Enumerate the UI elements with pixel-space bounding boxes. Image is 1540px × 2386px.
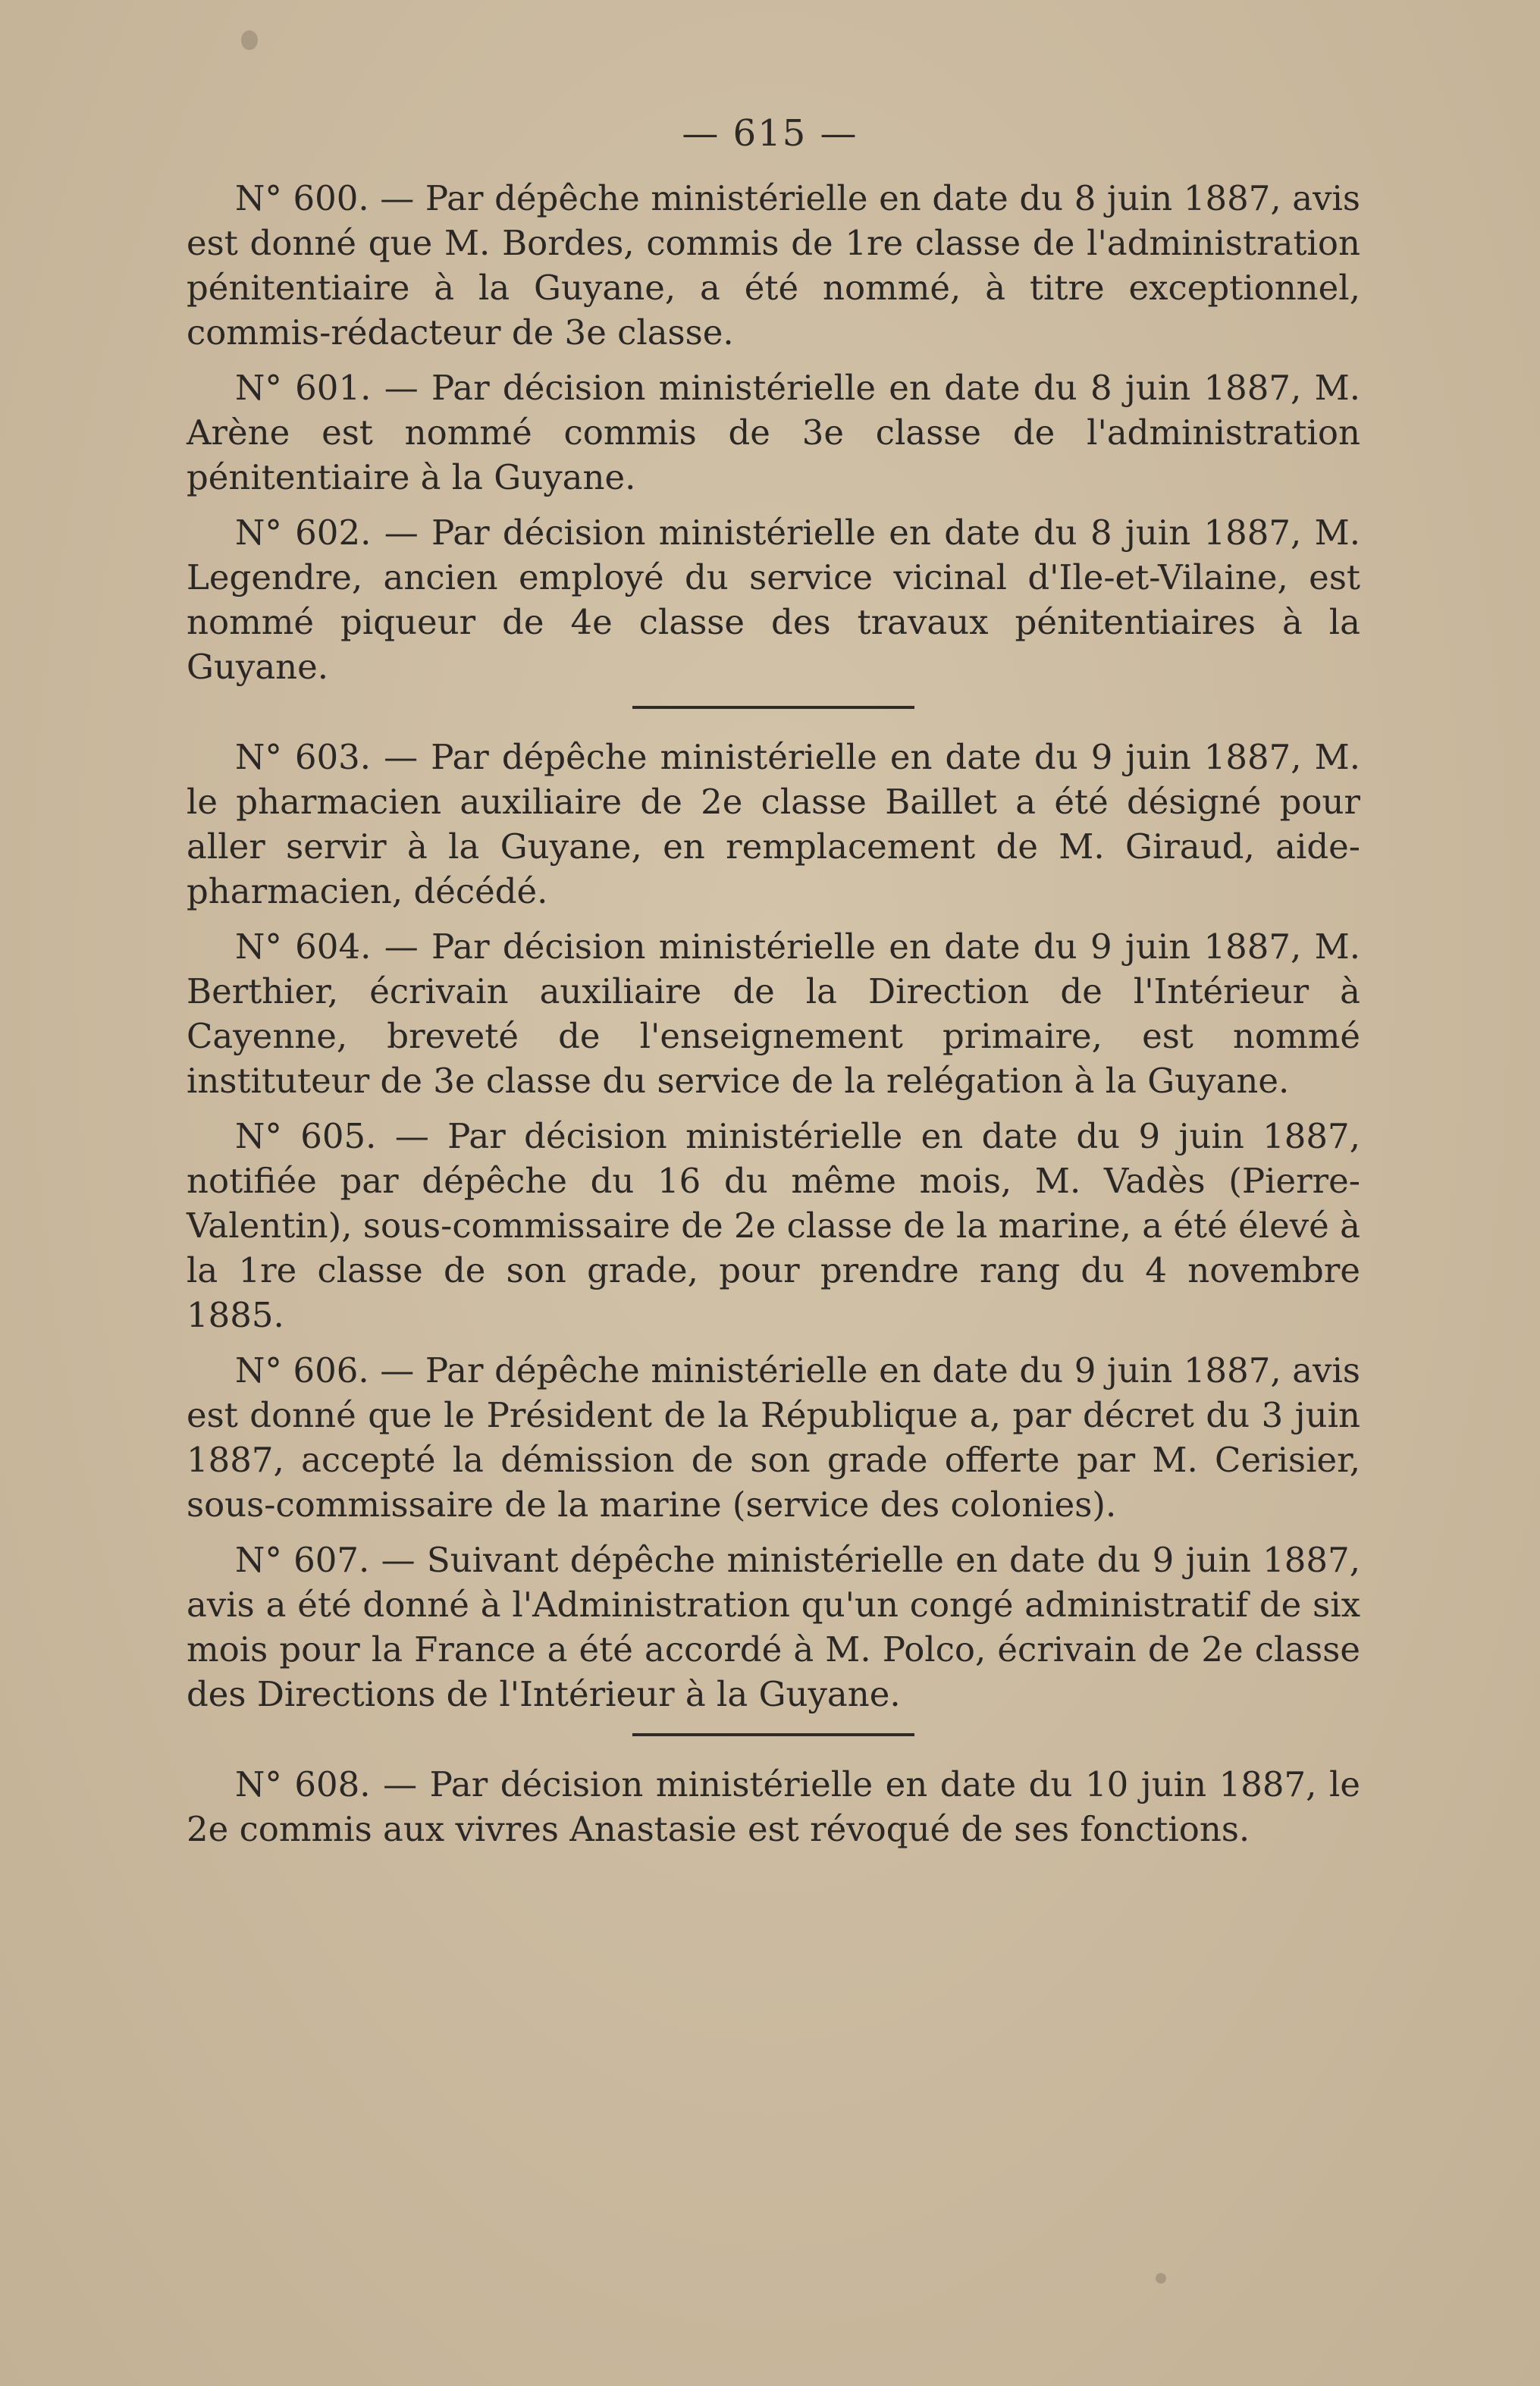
entry-text: — Par décision ministérielle en date du 8 juin 1887, M. Legendre, ancien employé du service vicinal d'Ile-et-Vilaine, est nommé piqueur de 4e classe des travaux pénitentiaires à la Guyane. [187, 513, 1360, 687]
entry-text: — Par décision ministérielle en date du 9 juin 1887, M. Berthier, écrivain auxiliaire de la Direction de l'Intérieur à Cayenne, breveté de l'enseignement primaire, est nommé instituteur de 3e classe du service de la relégation à la Guyane. [187, 926, 1360, 1101]
section-divider [632, 1733, 914, 1736]
entry-text: — Par dépêche ministérielle en date du 9 juin 1887, avis est donné que le Président de la République a, par décret du 3 juin 1887, accepté la démission de son grade offerte par M. Cerisier, sous-commissaire de la marine (service des colonies). [187, 1350, 1360, 1525]
entry-603 [187, 735, 1360, 914]
document-body [187, 176, 1360, 1862]
entry-number: N° 602. [235, 513, 372, 553]
entry-number: N° 607. [235, 1540, 370, 1580]
entry-601 [187, 365, 1360, 500]
entry-text: — Par décision ministérielle en date du 9 juin 1887, notifiée par dépêche du 16 du même mois, M. Vadès (Pierre-Valentin), sous-commissaire de 2e classe de la marine, a été élevé à la 1re classe de son grade, pour prendre rang du 4 novembre 1885. [187, 1116, 1360, 1335]
entry-number: N° 608. [235, 1764, 371, 1804]
entry-608 [187, 1762, 1360, 1851]
page-number: — 615 — [682, 112, 858, 155]
entry-text: — Suivant dépêche ministérielle en date du 9 juin 1887, avis a été donné à l'Administration qu'un congé administratif de six mois pour la France a été accordé à M. Polco, écrivain de 2e classe des Directions de l'Intérieur à la Guyane. [187, 1540, 1360, 1714]
entry-text: — Par dépêche ministérielle en date du 9 juin 1887, M. le pharmacien auxiliaire de 2e classe Baillet a été désigné pour aller servir à la Guyane, en remplacement de M. Giraud, aide-pharmacien, décédé. [187, 737, 1360, 911]
entry-number: N° 603. [235, 737, 372, 777]
entry-607 [187, 1538, 1360, 1717]
entry-number: N° 604. [235, 926, 372, 967]
entry-number: N° 600. [235, 178, 369, 218]
entry-605 [187, 1114, 1360, 1337]
entry-text: — Par dépêche ministérielle en date du 8 juin 1887, avis est donné que M. Bordes, commis de 1re classe de l'administration pénitentiaire à la Guyane, a été nommé, à titre exceptionnel, commis-rédacteur de 3e classe. [187, 178, 1360, 353]
entry-602 [187, 510, 1360, 689]
entry-text: — Par décision ministérielle en date du 8 juin 1887, M. Arène est nommé commis de 3e classe de l'administration pénitentiaire à la Guyane. [187, 368, 1360, 497]
paper-stain [241, 30, 258, 50]
entry-number: N° 601. [235, 368, 372, 408]
entry-number: N° 605. [235, 1116, 377, 1156]
section-divider [632, 706, 914, 709]
entry-number: N° 606. [235, 1350, 369, 1391]
entry-604 [187, 924, 1360, 1103]
entry-text: — Par décision ministérielle en date du 10 juin 1887, le 2e commis aux vivres Anastasie est révoqué de ses fonctions. [187, 1764, 1360, 1849]
entry-606 [187, 1348, 1360, 1527]
paper-stain [1156, 2273, 1166, 2284]
entry-600 [187, 176, 1360, 355]
